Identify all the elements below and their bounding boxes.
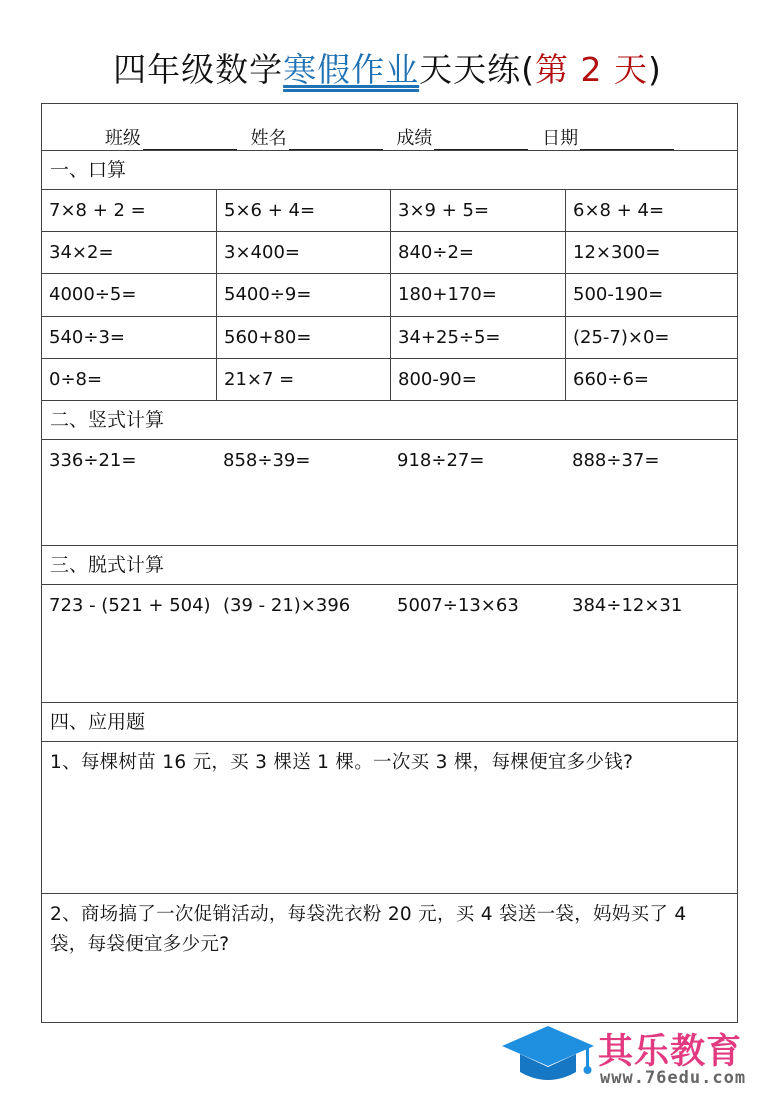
oral-problem: 21×7 =: [216, 359, 390, 400]
student-info-row: [42, 104, 737, 151]
applied-question-text: 2、商场搞了一次促销活动，每袋洗衣粉 20 元，买 4 袋送一袋，妈妈买了 4 袋，每袋便宜多少元?: [50, 904, 687, 955]
oral-problem: 500-190=: [565, 274, 739, 316]
title-part-grade: 四年级数学: [113, 50, 284, 89]
oral-problem: 5×6 + 4=: [216, 190, 390, 231]
page-title: [0, 44, 775, 91]
vertical-problem: 888÷37=: [572, 450, 660, 471]
title-part-day: 第 2 天: [535, 50, 648, 89]
score-label: 成绩: [396, 128, 433, 149]
applied-question-2: [42, 894, 737, 1022]
vertical-calc-area: [42, 440, 737, 546]
title-part-close: ): [647, 50, 662, 89]
vertical-problem: 918÷27=: [397, 450, 485, 471]
name-label: 姓名: [250, 128, 287, 149]
date-blank[interactable]: [580, 133, 674, 150]
vertical-problem: 336÷21=: [49, 450, 137, 471]
oral-problem: 3×400=: [216, 232, 390, 273]
score-field[interactable]: [396, 124, 528, 150]
oral-row: [42, 274, 737, 317]
score-blank[interactable]: [434, 133, 528, 150]
applied-question-text: 1、每棵树苗 16 元，买 3 棵送 1 棵。一次买 3 棵，每棵便宜多少钱?: [50, 752, 634, 773]
oral-problem: 34×2=: [49, 242, 114, 263]
oral-row: [42, 232, 737, 274]
student-info-fields: [42, 124, 737, 150]
title-part-holiday: 寒假作业: [283, 50, 420, 89]
oral-problem: 3×9 + 5=: [390, 190, 565, 231]
stepwise-calc-area: [42, 585, 737, 703]
oral-problem: 660÷6=: [565, 359, 739, 400]
section-heading-stepwise: 三、脱式计算: [42, 546, 737, 585]
oral-problem: 5400÷9=: [216, 274, 390, 316]
oral-problem: 6×8 + 4=: [565, 190, 739, 231]
oral-problem: 7×8 + 2 =: [49, 200, 146, 221]
stepwise-problem: 5007÷13×63: [397, 595, 519, 616]
date-label: 日期: [542, 128, 579, 149]
stepwise-problem: 723 - (521 + 504): [49, 595, 211, 616]
graduation-cap-icon: [500, 1022, 596, 1088]
oral-problem: 840÷2=: [390, 232, 565, 273]
oral-problem: 4000÷5=: [49, 284, 137, 305]
name-blank[interactable]: [289, 133, 383, 150]
stepwise-problem: (39 - 21)×396: [223, 595, 351, 616]
oral-row: [42, 317, 737, 359]
class-blank[interactable]: [143, 133, 237, 150]
oral-problem: 560+80=: [216, 317, 390, 358]
oral-problem: 180+170=: [390, 274, 565, 316]
title-part-daily: 天天练(: [419, 50, 535, 89]
brand-name: 其乐教育: [598, 1032, 743, 1072]
brand-url: www.76edu.com: [600, 1068, 747, 1088]
oral-problem: 540÷3=: [49, 327, 125, 348]
worksheet-table: [41, 103, 738, 1023]
section-heading-vertical: 二、竖式计算: [42, 401, 737, 440]
name-field[interactable]: [251, 124, 383, 150]
oral-problem: (25-7)×0=: [565, 317, 739, 358]
date-field[interactable]: [542, 124, 674, 150]
vertical-problem: 858÷39=: [223, 450, 311, 471]
section-heading-applied: 四、应用题: [42, 703, 737, 742]
class-label: 班级: [104, 128, 141, 149]
oral-problem: 800-90=: [390, 359, 565, 400]
oral-row: [42, 190, 737, 232]
brand-logo: [500, 1022, 770, 1092]
section-heading-oral: 一、口算: [42, 151, 737, 190]
oral-row: [42, 359, 737, 401]
oral-problem: 12×300=: [565, 232, 739, 273]
oral-problem: 0÷8=: [49, 369, 103, 390]
class-field[interactable]: [105, 124, 237, 150]
applied-question-1: [42, 742, 737, 894]
oral-problem: 34+25÷5=: [390, 317, 565, 358]
stepwise-problem: 384÷12×31: [572, 595, 683, 616]
